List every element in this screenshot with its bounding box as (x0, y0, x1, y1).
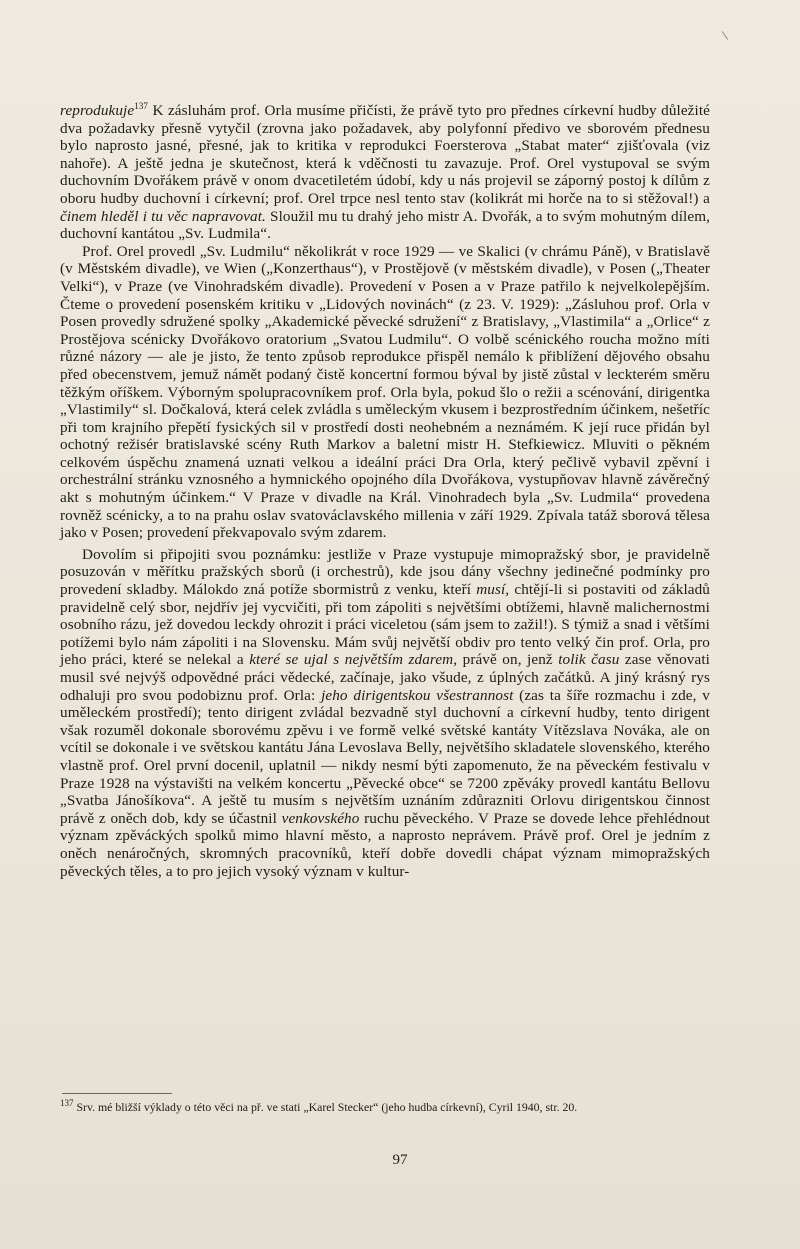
italic-run: tolik času (558, 651, 620, 669)
paragraph (60, 102, 710, 243)
text-run: (zas ta šíře rozmachu i zde, v uměleckém prostředí); tento dirigent zvládal bezvadně styl duchovní a církevní hudby, tento dirigent však rozuměl dokonale sborovému zpěvu i ve formě velké světské kantáty Vítězslava Nováka, ale on vcítil se dokonale i ve světskou kantátu Jána Levoslava Belly, největšího skladatele slovenského, kterého vlastně prof. Orel první docenil, uplatnil — nikdy nesmí býti zapomenuto, že na pěveckém festivalu v Praze 1928 na výstavišti na velkém koncertu „Pěvecké obce“ se 7200 zpěváky provedl kantátu Bellovu „Svatba Jánošíkova“. A ještě tu musím s největším uznáním zdůrazniti Orlovu dirigentskou činnost právě z oněch dob, kdy se účastnil (60, 686, 710, 827)
italic-run: reprodukuje (60, 102, 135, 119)
text-run: právě on, jenž (457, 651, 559, 669)
pencil-mark (722, 31, 729, 40)
text-run: K zásluhám prof. Orla musíme přičísti, že právě tyto pro přednes církevní hudby důležité dva požadavky přesně vytyčil (zrovna jako požadavek, aby polyfonní předivo ve sborovém přednesu bylo naprosto jasné, přesné, jak to kritika v reprodukci Foersterova „Stabat mater“ zjišťovala (viz nahoře). A ještě jedna je skutečnost, která k vděčnosti tu zavazuje. Prof. Orel vystupoval se svým duchovním Dvořákem právě v onom dvacetiletém údobí, kdy u nás projevil se záporný postoj k dílům z oboru hudby duchovní i církevní; prof. Orel trpce nesl tento stav (kolikrát mi horče na to si stěžoval!) a (60, 102, 710, 207)
italic-run: venkovského (281, 809, 360, 827)
footnote-reference: 137 (134, 100, 149, 111)
paragraph (60, 546, 710, 880)
text-run: zase věnovati musil své nejvýš odpovědné práci vědecké, začínaje, jako všude, z úplných začátků. A jiný krásný rys odhaluji pro svou podobiznu prof. Orla: (60, 651, 710, 704)
footnote-text: Srv. mé bližší výklady o této věci na př. ve stati „Karel Stecker“ (jeho hudba církevní), Cyril 1940, str. 20. (73, 1100, 578, 1114)
italic-run: činem hleděl i tu věc napravovat. (60, 207, 266, 225)
body-text (60, 102, 710, 880)
text-run: Prof. Orel provedl „Sv. Ludmilu“ několikrát v roce 1929 — ve Skalici (v chrámu Páně), v Bratislavě (v Městském divadle), ve Wien („Konzerthaus“), v Prostějově (v městském divadle), v Posen („Theater Velki“), v Praze (ve Vinohradském divadle). Provedení v Posen a v Praze patřilo k nejvelkolepějším. Čteme o provedení posenském kritiku v „Lidových novinách“ (z 23. V. 1929): „Zásluhou prof. Orla v Posen provedly sdružené spolky „Akademické pěvecké sdružení“ z Bratislavy, „Vlastimila“ a „Orlice“ z Prostějova scénicky Dvořákovo oratorium „Svatou Ludmilu“. O volbě scénického roucha možno míti různé názory — ale je jisto, že tento způsob reprodukce přispěl nemálo k přiblížení dějového obsahu před obecenstvem, jemuž námět podaný čistě koncertní formou býval by jistě zůstal v leckterém směru těžkým oříškem. Výborným spolupracovníkem prof. Orla byla, pokud šlo o režii a scénování, dirigentka „Vlastimily“ sl. Dočkalová, která celek zvládla s uměleckým vkusem i bezprostředním účinkem, nešetříc při tom krajního přepětí fysických sil v prostředí dosti neohebném a neznámém. K její ruce přidán byl ochotný režisér bratislavské scény Ruth Markov a baletní mistr H. Stefkiewicz. Mluviti o pěkném celkovém úspěchu znamená uznati velkou a ideální práci Dra Orla, který pečlivě vybavil zpěvní i orchestrální stránku vznosného a hymnického opojného díla Dvořákova, vystupňovav hlavně závěrečný akt s mohutným účinkem.“ V Praze v divadle na Král. Vinohradech byla „Sv. Ludmila“ provedena rovněž scénicky, a to na prahu oslav svatováclavského millenia v září 1929. Zpívala tatáž sborová tělesa jako v Posen; provedení překvapovalo svým zdarem. (60, 242, 710, 542)
text-run: Sloužil mu tu drahý jeho mistr A. Dvořák, a to svým mohutným dílem, duchovní kantátou „Sv. Ludmila“. (60, 207, 711, 243)
text-run: Dovolím si připojiti svou poznámku: jestliže v Praze vystupuje mimopražský sbor, je pravidelně posuzován v měřítku pražských sborů (i orchestrů), kde jsou dány všechny jedinečné podmínky pro provedení skladby. Málokdo zná potíže sbormistrů z venku, kteří (60, 545, 710, 599)
italic-run: které se ujal s největším zdarem, (249, 651, 458, 669)
text-run: chtějí-li si postaviti od základů pravidelně celý sbor, nejdřív jej vycvičiti, při tom zápoliti s největšími obtížemi, hlavně malichernostmi osobního rázu, jež dovedou leckdy ohrozit i práci viceletou (sám jsem to zažil!). S týmiž a snad i většími potížemi bylo nám zápoliti i na Slovensku. Mám svůj největší obdiv pro tento velký čin prof. Orla, pro jeho práci, které se nelekal a (60, 581, 711, 669)
footnote-divider (62, 1093, 172, 1094)
paragraph (60, 243, 710, 542)
text-run: ruchu pěveckého. V Praze se dovede lehce přehlédnout význam zpěváckých spolků mimo hlavní město, a naprosto neprávem. Právě prof. Orel je jedním z oněch nenáročných, skromných pracovníků, kteří dobře dovedli chápat význam mimopražských pěveckých těles, a to pro jejich vysoký význam v kultur- (60, 809, 711, 880)
page-number: 97 (392, 1152, 408, 1168)
italic-run: musí, (476, 581, 510, 599)
italic-run: jeho dirigentskou všestrannost (321, 686, 514, 704)
footnote-marker: 137 (60, 1098, 74, 1109)
footnote (60, 1100, 710, 1115)
